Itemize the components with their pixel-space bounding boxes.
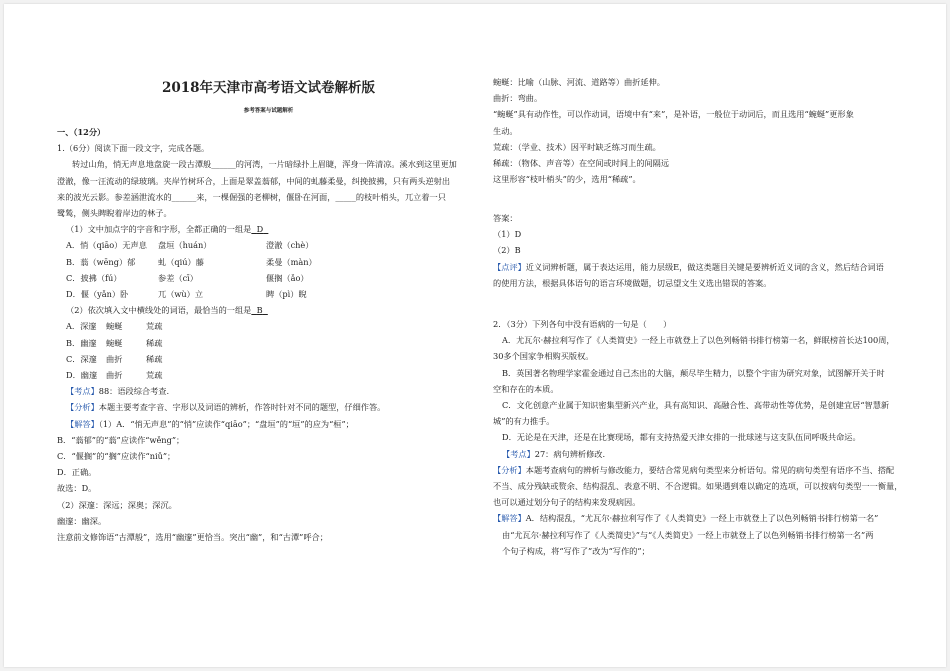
explanation-line: “蜿蜒”具有动作性，可以作动词，语境中有“来”，是补语，一般位于动词后，而且选用“蜿蜒”更形象 bbox=[493, 109, 854, 120]
q2-option-line: 城”的有力推手。 bbox=[493, 416, 555, 427]
q2-jieda-line: 个句子构成，将“写作了”改为“写作的”； bbox=[502, 545, 650, 556]
explanation-line: 稀疏：（物体、声音等）在空间或时间上的间隔远 bbox=[493, 158, 670, 169]
passage-line: 鹭鸶，侧头睥睨着岸边的林子。 bbox=[57, 208, 172, 219]
explanation-line: 生动。 bbox=[493, 125, 518, 136]
q2-fenxi-line: 【分析】本题考查病句的辨析与修改能力，要结合常见病句类型来分析语句。常见的病句类型有语序不当、搭配 bbox=[493, 464, 895, 475]
q2-option-line: D．无论是在天津，还是在比赛现场，都有支持热爱天津女排的一批球迷与这支队伍同呼吸共命运。 bbox=[502, 432, 861, 443]
paper-title: 2018年天津市高考语文试卷解析版 bbox=[161, 80, 376, 96]
q2-jieda-line: 【解答】A．结构混乱，“尤瓦尔·赫拉利写作了《人类简史》一经上市就登上了以色列畅销书排行榜第一名” bbox=[493, 513, 879, 524]
q2-kaodian-line: 【考点】27：病句辨析修改. bbox=[502, 448, 606, 459]
answer-line: （1）D bbox=[493, 229, 522, 240]
option-row: C．深邃 曲折 稀疏 bbox=[66, 353, 163, 364]
option-row: A．悄（qiāo）无声息 盘垣（huán） 澄澈（chè） bbox=[66, 240, 314, 251]
dianping-line: 的使用方法，根据具体语句的语言环境做题，切忌望文生义选出错误的答案。 bbox=[493, 277, 772, 288]
option-row: B．蓊（wēng）郁 虬（qiú）藤 柔曼（màn） bbox=[66, 256, 317, 267]
q2-option-line: C．文化创意产业属于知识密集型新兴产业，具有高知识、高融合性、高带动性等优势，是创建宜居“智慧新 bbox=[502, 400, 890, 411]
q2-option-line: B．英国著名物理学家霍金通过自己杰出的大脑，颠尽毕生精力，以整个宇宙为研究对象，试图解开关于时 bbox=[502, 367, 885, 378]
sub-question-1-answer: D bbox=[256, 224, 264, 235]
answer-line: （2）B bbox=[493, 245, 521, 256]
option-row: D．偃（yǎn）卧 兀（wù）立 睥（pì）睨 bbox=[66, 289, 307, 300]
q2-fenxi-line: 也可以通过划分句子的结构来发现病因。 bbox=[493, 497, 641, 508]
section-heading: 一、（12分） bbox=[57, 127, 106, 137]
jieda-line: 幽邃：幽深。 bbox=[57, 515, 107, 526]
paper-subtitle: 参考答案与试题解析 bbox=[243, 108, 294, 114]
kaodian-line: 【考点】88：语段综合考查. bbox=[66, 386, 170, 397]
q2-option-line: 空和存在的本质。 bbox=[493, 383, 559, 394]
option-row: B．幽邃 蜿蜒 稀疏 bbox=[66, 337, 163, 348]
q2-option-line: 30多个国家争相购买版权。 bbox=[493, 351, 594, 362]
jieda-line: B．“蓊郁”的“蓊”应读作“wěng”； bbox=[57, 434, 185, 445]
jieda-line: 故选：D。 bbox=[57, 483, 97, 494]
question-2-stem: 2．（3分）下列各句中没有语病的一句是（ ） bbox=[493, 319, 672, 329]
option-row: D．幽邃 曲折 荒疏 bbox=[66, 370, 163, 381]
explanation-line: 蜿蜒：比喻（山脉、河流、道路等）曲折延伸。 bbox=[493, 77, 665, 87]
question-1-stem: 1.（6分）阅读下面一段文字，完成各题。 bbox=[57, 143, 210, 154]
explanation-line: 曲折：弯曲。 bbox=[493, 93, 543, 104]
sub-question-2: （2）依次填入文中横线处的词语，最恰当的一组是 B bbox=[66, 305, 263, 316]
passage-line: 转过山角，悄无声息地盘旋一段古潭般______的河湾，一片暗绿扑上眉睫，浑身一阵清凉。溪水到这里更加 bbox=[72, 159, 457, 170]
jieda-line: 注意前文修饰语“古潭般”，选用“幽邃”更恰当。突出“幽”，和“古潭”呼合； bbox=[57, 532, 328, 543]
sub-question-1: （1）文中加点字的字音和字形，全都正确的一组是 D bbox=[66, 224, 264, 235]
passage-line: 澄澈，像一汪流动的绿玻璃。夹岸竹树环合，上面是翠盖蓊郁，中间的虬藤柔曼，纠挽披拂，只有两头逆射出 bbox=[57, 175, 451, 186]
jieda-line: （2）深邃：深远；深奥；深沉。 bbox=[57, 499, 177, 510]
option-row: C．披拂（fú） 参差（cī） 偃搁（ǎo） bbox=[66, 272, 309, 283]
q2-option-line: A．尤瓦尔·赫拉利写作了《人类简史》一经上市就登上了以色列畅销书排行榜第一名，鲜眠榜首长达100周， bbox=[502, 335, 895, 346]
option-row: A．深邃 蜿蜒 荒疏 bbox=[66, 321, 163, 332]
sub-question-2-answer: B bbox=[256, 305, 263, 316]
jieda-line: C．“偃搁”的“搁”应读作“niǔ”； bbox=[57, 451, 176, 462]
explanation-line: 荒疏：（学业、技术）因平时缺乏练习而生疏。 bbox=[493, 141, 661, 152]
fenxi-line: 【分析】本题主要考查字音、字形以及词语的辨析，作答时针对不同的题型，仔细作答。 bbox=[66, 402, 386, 413]
document-page bbox=[4, 4, 946, 667]
q2-fenxi-line: 不当、成分残缺或赘余、结构混乱、表意不明、不合逻辑。如果遇到难以确定的选项，可以按病句类型一一衡量， bbox=[493, 481, 903, 492]
dianping-line: 【点评】近义词辨析题，属于表达运用，能力层级E，做这类题目关键是要辨析近义词的含义，然后结合词语 bbox=[493, 261, 884, 272]
answer-label: 答案： bbox=[493, 213, 518, 223]
q2-jieda-line: 由“尤瓦尔·赫拉利写作了《人类简史》”与“《人类简史》一经上市就登上了以色列畅销书排行榜第一名”两 bbox=[502, 529, 874, 540]
jieda-line: 【解答】（1）A．“悄无声息”的“悄”应读作“qiāo”；“盘垣”的“垣”的应为“桓”； bbox=[66, 418, 354, 429]
jieda-line: D．正确。 bbox=[57, 467, 97, 478]
passage-line: 来的波光云影。参差涵泄流水的______来，一棵倔强的老柳树，偃卧在河面，_____的枝叶梢头，兀立着一只 bbox=[57, 191, 446, 202]
explanation-line: 这里形容“枝叶梢头”的少，选用“稀疏”。 bbox=[493, 174, 641, 185]
